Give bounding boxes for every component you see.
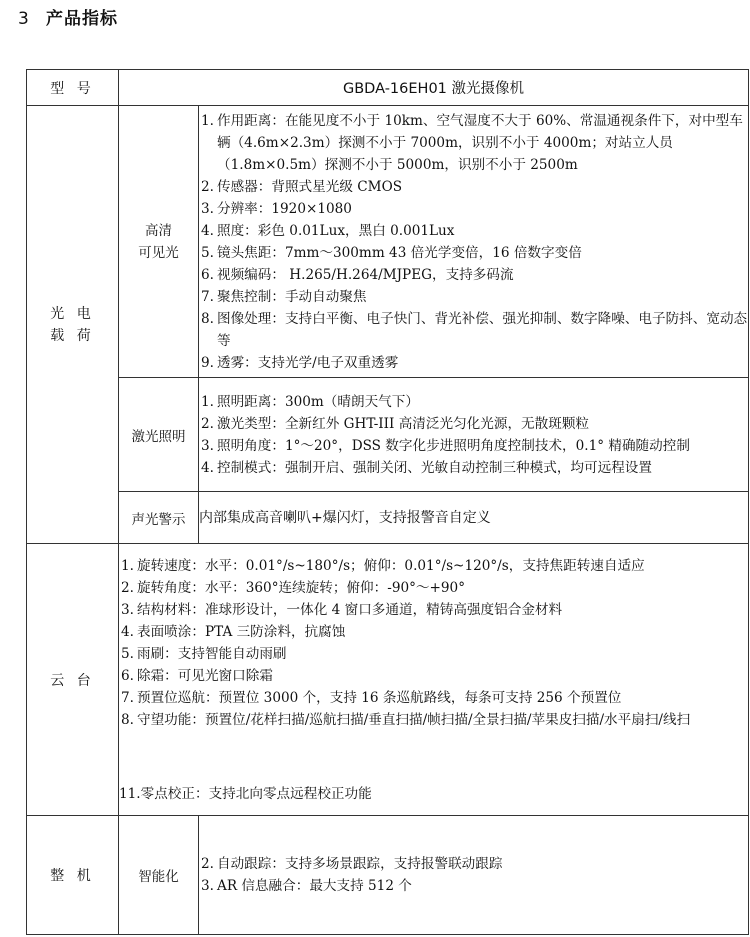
alarm-label: 声光警示	[119, 492, 199, 544]
optoelectronic-label-line: 载 荷	[50, 327, 95, 344]
list-item: 2. 旋转角度：水平：360°连续旋转；俯仰：-90°～+90°	[121, 579, 466, 596]
list-item: 4. 控制模式：强制开启、强制关闭、光敏自动控制三种模式，均可远程设置	[201, 459, 652, 476]
laser-label: 激光照明	[119, 378, 199, 492]
list-item: 2. 传感器：背照式星光级 CMOS	[201, 178, 403, 195]
list-item: 11.零点校正：支持北向零点远程校正功能	[119, 785, 372, 802]
laser-specs	[199, 378, 749, 492]
gimbal-specs	[119, 544, 749, 816]
model-label: 型 号	[27, 70, 119, 106]
list-item: 6. 除霜：可见光窗口除霜	[121, 667, 273, 684]
list-item: 1. 旋转速度：水平：0.01°/s~180°/s；俯仰：0.01°/s~120°/s，支持焦距转速自适应	[121, 557, 645, 574]
intelligence-label: 智能化	[119, 816, 199, 935]
visible-light-specs	[199, 106, 749, 378]
laser-list	[199, 391, 748, 479]
gimbal-label: 云 台	[27, 544, 119, 816]
list-item: 4. 表面喷涂：PTA 三防涂料，抗腐蚀	[121, 623, 346, 640]
gimbal-row	[27, 544, 749, 816]
visible-light-row	[27, 106, 749, 378]
gimbal-list	[119, 555, 748, 731]
list-item: 6. 视频编码： H.265/H.264/MJPEG，支持多码流	[201, 266, 514, 283]
section-number: 3	[18, 9, 30, 29]
list-item: 3. 结构材料：准球形设计，一体化 4 窗口多通道，精铸高强度铝合金材料	[121, 601, 563, 618]
optoelectronic-label	[27, 106, 119, 544]
alarm-row	[27, 492, 749, 544]
list-item: 9. 透雾：支持光学/电子双重透雾	[201, 354, 399, 371]
list-item: 2. 激光类型：全新红外 GHT-III 高清泛光匀化光源，无散斑颗粒	[201, 415, 590, 432]
model-row	[27, 70, 749, 106]
list-gap	[119, 731, 748, 783]
list-item: 7. 预置位巡航：预置位 3000 个，支持 16 条巡航路线，每条可支持 256 个预置位	[121, 689, 622, 706]
intelligence-specs	[199, 816, 749, 935]
list-item: 1. 照明距离：300m（晴朗天气下）	[201, 393, 419, 410]
spec-table	[26, 69, 749, 935]
intelligence-list	[199, 853, 748, 897]
list-item: 2. 自动跟踪：支持多场景跟踪，支持报警联动跟踪	[201, 856, 503, 872]
list-item: 5. 雨刷：支持智能自动雨刷	[121, 645, 287, 662]
list-item: 3. 分辨率：1920×1080	[201, 200, 352, 217]
laser-row	[27, 378, 749, 492]
list-item: 4. 照度：彩色 0.01Lux，黑白 0.001Lux	[201, 222, 455, 239]
whole-unit-row	[27, 816, 749, 935]
visible-light-label-line: 高清	[145, 222, 172, 239]
list-item: 8. 守望功能：预置位/花样扫描/巡航扫描/垂直扫描/帧扫描/全景扫描/苹果皮扫描/水平扇扫/线扫	[121, 711, 691, 728]
model-value: GBDA-16EH01 激光摄像机	[119, 70, 749, 106]
list-item: 7. 聚焦控制：手动自动聚焦	[201, 288, 367, 305]
visible-light-label-line: 可见光	[138, 244, 179, 261]
visible-light-list	[199, 110, 748, 374]
alarm-spec: 内部集成高音喇叭+爆闪灯，支持报警音自定义	[199, 492, 749, 544]
gimbal-list-tail	[119, 783, 748, 805]
section-title: 产品指标	[46, 9, 118, 29]
whole-unit-label: 整 机	[27, 816, 119, 935]
list-item: 1. 作用距离：在能见度不小于 10km、空气湿度不大于 60%、常温通视条件下，对中型车辆（4.6m×2.3m）探测不小于 7000m，识别不小于 4000m；对站立人员（1.8m×0.5m）探测不小于 5000m，识别不小于 2500m	[201, 112, 743, 173]
optoelectronic-label-line: 光 电	[50, 305, 95, 322]
list-item: 5. 镜头焦距：7mm～300mm 43 倍光学变倍，16 倍数字变倍	[201, 244, 582, 261]
list-item: 3. AR 信息融合：最大支持 512 个	[201, 878, 412, 894]
visible-light-label	[119, 106, 199, 378]
list-item: 3. 照明角度：1°～20°，DSS 数字化步进照明角度控制技术，0.1° 精确随动控制	[201, 437, 690, 454]
section-heading	[18, 4, 118, 29]
list-item: 8. 图像处理：支持白平衡、电子快门、背光补偿、强光抑制、数字降噪、电子防抖、宽动态等	[201, 310, 748, 349]
